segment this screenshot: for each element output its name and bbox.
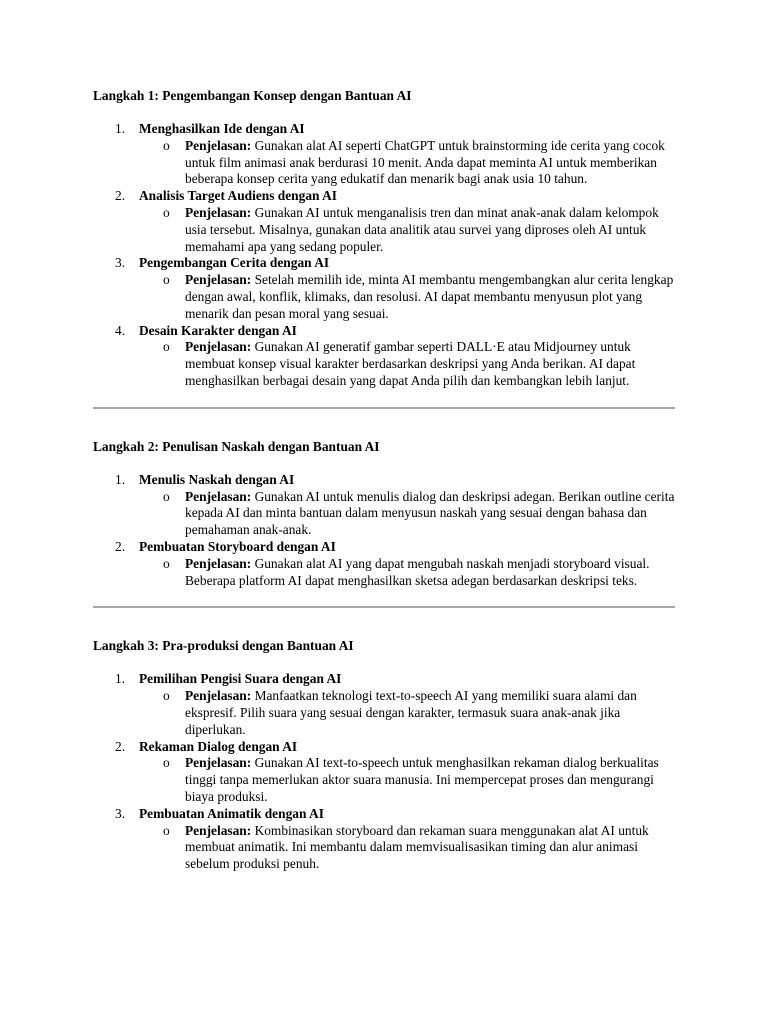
- document-page: [93, 88, 675, 873]
- bullet-icon: o: [163, 688, 170, 704]
- list-item: [93, 671, 675, 738]
- item-detail: [139, 272, 675, 322]
- detail-text: Setelah memilih ide, minta AI membantu mengembangkan alur cerita lengkap dengan awal, konflik, klimaks, dan resolusi. AI dapat membantu menyusun plot yang menarik dan pesan moral yang sesuai.: [185, 272, 674, 321]
- item-number: 2.: [115, 738, 126, 754]
- item-number: 2.: [115, 188, 126, 204]
- item-title: Rekaman Dialog dengan AI: [139, 738, 298, 754]
- step-list: [93, 121, 675, 390]
- section-langkah-1: [93, 88, 675, 390]
- bullet-icon: o: [163, 339, 170, 355]
- item-title: Pemilihan Pengisi Suara dengan AI: [139, 671, 342, 687]
- item-number: 4.: [115, 322, 126, 338]
- item-number: 2.: [115, 538, 126, 554]
- list-item: [93, 739, 675, 806]
- item-number: 1.: [115, 671, 126, 687]
- section-divider: [93, 606, 675, 608]
- detail-text: Gunakan AI untuk menulis dialog dan deskripsi adegan. Berikan outline cerita kepada AI dan minta bantuan dalam menyusun naskah yang sesuai dengan bahasa dan pemahaman anak-anak.: [185, 488, 675, 538]
- detail-label: Penjelasan:: [185, 339, 252, 355]
- item-detail: [139, 339, 675, 389]
- detail-text: Manfaatkan teknologi text-to-speech AI yang memiliki suara alami dan ekspresif. Pilih suara yang sesuai dengan karakter, termasuk suara anak-anak jika diperlukan.: [185, 688, 637, 737]
- step-list: [93, 472, 675, 590]
- detail-label: Penjelasan:: [185, 822, 252, 838]
- section-divider: [93, 407, 675, 409]
- section-langkah-3: [93, 638, 675, 873]
- list-item: [93, 806, 675, 873]
- item-title: Menghasilkan Ide dengan AI: [139, 121, 305, 136]
- list-item: [93, 323, 675, 390]
- bullet-icon: o: [163, 204, 170, 220]
- bullet-icon: o: [163, 272, 170, 288]
- detail-text: Gunakan AI text-to-speech untuk menghasilkan rekaman dialog berkualitas tinggi tanpa memerlukan aktor suara manusia. Ini mempercepat proses dan mengurangi biaya produksi.: [185, 755, 659, 804]
- item-detail: [139, 138, 675, 188]
- item-title: Menulis Naskah dengan AI: [139, 471, 295, 487]
- item-detail: [139, 688, 675, 738]
- item-number: 3.: [115, 805, 126, 821]
- item-detail: [139, 489, 675, 539]
- detail-text: Kombinasikan storyboard dan rekaman suara menggunakan alat AI untuk membuat animatik. Ini membantu dalam memvisualisasikan timing dan alur animasi sebelum produksi penuh.: [185, 822, 649, 872]
- item-detail: [139, 823, 675, 873]
- detail-label: Penjelasan:: [185, 688, 252, 704]
- section-title: Langkah 3: Pra-produksi dengan Bantuan AI: [93, 638, 354, 654]
- item-title: Pembuatan Animatik dengan AI: [139, 805, 324, 821]
- bullet-icon: o: [163, 488, 170, 504]
- item-number: 3.: [115, 255, 126, 271]
- detail-label: Penjelasan:: [185, 137, 252, 153]
- detail-text: Gunakan AI untuk menganalisis tren dan minat anak-anak dalam kelompok usia tersebut. Misalnya, gunakan data analitik atau survei yang diproses oleh AI untuk memahami apa yang sedang populer.: [185, 204, 659, 254]
- detail-label: Penjelasan:: [185, 272, 252, 288]
- detail-text: Gunakan alat AI seperti ChatGPT untuk brainstorming ide cerita yang cocok untuk film animasi anak berdurasi 10 menit. Anda dapat meminta AI untuk memberikan beberapa konsep cerita yang edukatif dan menarik bagi anak usia 10 tahun.: [185, 137, 665, 187]
- item-detail: [139, 755, 675, 805]
- item-title: Pembuatan Storyboard dengan AI: [139, 538, 336, 554]
- section-langkah-2: [93, 439, 675, 590]
- item-title: Desain Karakter dengan AI: [139, 322, 297, 338]
- section-title: Langkah 2: Penulisan Naskah dengan Bantuan AI: [93, 438, 380, 454]
- detail-text: Gunakan alat AI yang dapat mengubah naskah menjadi storyboard visual. Beberapa platform AI dapat menghasilkan sketsa adegan berdasarkan deskripsi teks.: [185, 555, 650, 588]
- bullet-icon: o: [163, 137, 170, 153]
- bullet-icon: o: [163, 555, 170, 571]
- list-item: [93, 539, 675, 589]
- item-number: 1.: [115, 121, 126, 136]
- list-item: [93, 472, 675, 539]
- list-item: [93, 255, 675, 322]
- detail-text: Gunakan AI generatif gambar seperti DALL·E atau Midjourney untuk membuat konsep visual karakter berdasarkan deskripsi yang Anda berikan. AI dapat menghasilkan berbagai desain yang dapat Anda pilih dan kembangkan lebih lanjut.: [185, 339, 636, 388]
- item-title: Analisis Target Audiens dengan AI: [139, 188, 337, 204]
- item-detail: [139, 556, 675, 590]
- detail-label: Penjelasan:: [185, 204, 252, 220]
- item-number: 1.: [115, 471, 126, 487]
- item-detail: [139, 205, 675, 255]
- list-item: [93, 188, 675, 255]
- item-title: Pengembangan Cerita dengan AI: [139, 255, 330, 271]
- bullet-icon: o: [163, 755, 170, 771]
- detail-label: Penjelasan:: [185, 488, 252, 504]
- detail-label: Penjelasan:: [185, 555, 252, 571]
- list-item: [93, 121, 675, 188]
- bullet-icon: o: [163, 822, 170, 838]
- step-list: [93, 671, 675, 873]
- section-title: Langkah 1: Pengembangan Konsep dengan Bantuan AI: [93, 88, 412, 103]
- detail-label: Penjelasan:: [185, 755, 252, 771]
